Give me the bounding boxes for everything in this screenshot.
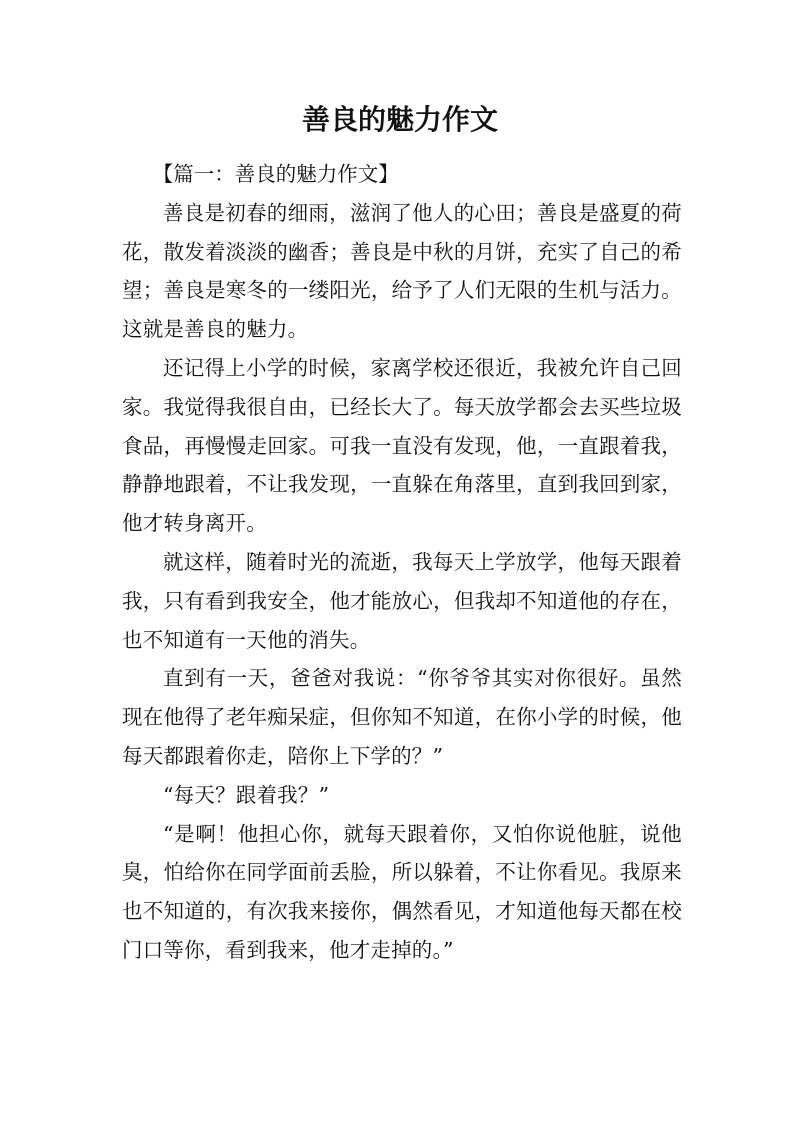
paragraph-5: “每天？跟着我？” (163, 782, 330, 807)
paragraph-4: 直到有一天，爸爸对我说：“你爷爷其实对你很好。虽然现在他得了老年痴呆症，但你知不知道，在你小学的时候，他每天都跟着你走，陪你上下学的？” (122, 666, 682, 768)
document-title: 善良的魅力作文 (301, 103, 498, 136)
paragraph-1: 善良是初春的细雨，滋润了他人的心田；善良是盛夏的荷花，散发着淡淡的幽香；善良是中秋的月饼，充实了自己的希望；善良是寒冬的一缕阳光，给予了人们无限的生机与活力。这就是善良的魅力。 (122, 200, 682, 342)
paragraph-3: 就这样，随着时光的流逝，我每天上学放学，他每天跟着我，只有看到我安全，他才能放心，但我却不知道他的存在，也不知道有一天他的消失。 (122, 549, 682, 652)
section-heading: 【篇一：善良的魅力作文】 (152, 162, 399, 186)
document-body (122, 155, 682, 970)
paragraph-6: “是啊！他担心你，就每天跟着你，又怕你说他脏，说他臭，怕给你在同学面前丢脸，所以躲着，不让你看见。我原来也不知道的，有次我来接你，偶然看见，才知道他每天都在校门口等你，看到我来，他才走掉的。” (122, 821, 682, 962)
paragraph-2: 还记得上小学的时候，家离学校还很近，我被允许自己回家。我觉得我很自由，已经长大了。每天放学都会去买些垃圾食品，再慢慢走回家。可我一直没有发现，他，一直跟着我，静静地跟着，不让我发现，一直躲在角落里，直到我回到家，他才转身离开。 (122, 355, 682, 536)
